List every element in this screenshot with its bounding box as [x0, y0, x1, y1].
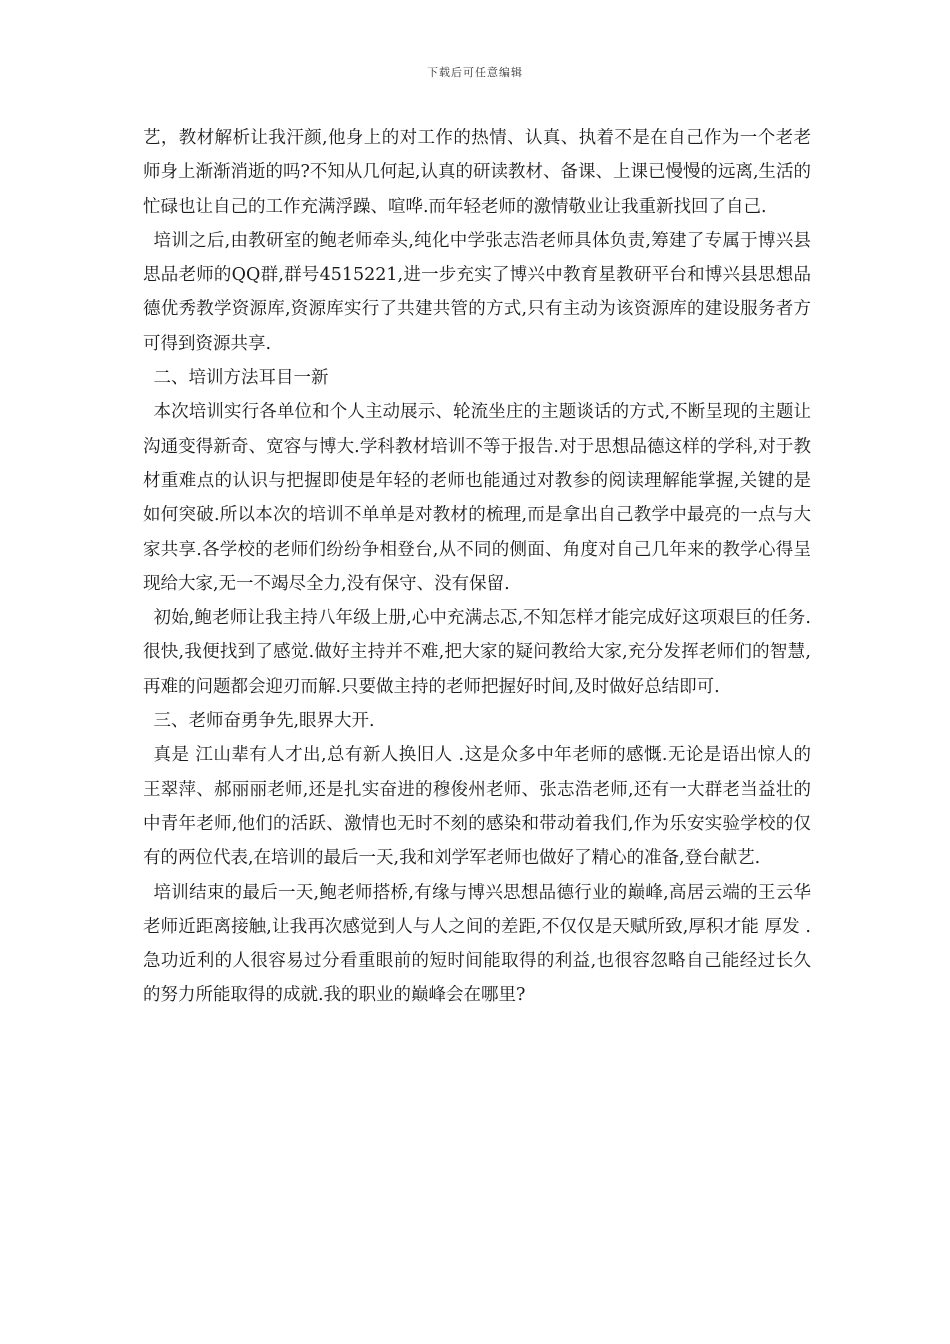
section-heading-2: 二、培训方法耳目一新: [153, 368, 329, 389]
document-body: [143, 121, 811, 1013]
section-heading-3: 三、老师奋勇争先,眼界大开.: [153, 711, 375, 732]
paragraph-training-after: 培训之后,由教研室的鲍老师牵头,纯化中学张志浩老师具体负责,筹建了专属于博兴县思品老师的QQ群,群号4515221,进一步充实了博兴中教育星教研平台和博兴县思想品德优秀教学资源库,资源库实行了共建共管的方式,只有主动为该资源库的建设服务者方可得到资源共享.: [143, 230, 811, 354]
paragraph-continuation: 艺，教材解析让我汗颜,他身上的对工作的热情、认真、执着不是在自己作为一个老老师身上渐渐消逝的吗?不知从几何起,认真的研读教材、备课、上课已慢慢的远离,生活的忙碌也让自己的工作充满浮躁、喧哗.而年轻老师的激情敬业让我重新找回了自己.: [143, 128, 812, 217]
page-header: 下载后可任意编辑: [427, 66, 523, 79]
paragraph-hosting: 初始,鲍老师让我主持八年级上册,心中充满忐忑,不知怎样才能完成好这项艰巨的任务.很快,我便找到了感觉.做好主持并不难,把大家的疑问教给大家,充分发挥老师们的智慧,再难的问题都会迎刃而解.只要做主持的老师把握好时间,及时做好总结即可.: [143, 608, 811, 697]
paragraph-last-day: 培训结束的最后一天,鲍老师搭桥,有缘与博兴思想品德行业的巅峰,高居云端的王云华老师近距离接触,让我再次感觉到人与人之间的差距,不仅仅是天赋所致,厚积才能 厚发 .急功近利的人很容易过分看重眼前的短时间能取得的利益,也很容忽略自己能经过长久的努力所能取得的成就.我的职业的巅峰会在哪里?: [143, 882, 811, 1006]
paragraph-training-method: 本次培训实行各单位和个人主动展示、轮流坐庄的主题谈话的方式,不断呈现的主题让沟通变得新奇、宽容与博大.学科教材培训不等于报告.对于思想品德这样的学科,对于教材重难点的认识与把握即使是年轻的老师也能通过对教参的阅读理解能掌握,关键的是如何突破.所以本次的培训不单单是对教材的梳理,而是拿出自己教学中最亮的一点与大家共享.各学校的老师们纷纷争相登台,从不同的侧面、角度对自己几年来的教学心得呈现给大家,无一不竭尽全力,没有保守、没有保留.: [143, 402, 811, 594]
paragraph-new-talents: 真是 江山辈有人才出,总有新人换旧人 .这是众多中年老师的感慨.无论是语出惊人的王翠萍、郝丽丽老师,还是扎实奋进的穆俊州老师、张志浩老师,还有一大群老当益壮的中青年老师,他们的活跃、激情也无时不刻的感染和带动着我们,作为乐安实验学校的仅有的两位代表,在培训的最后一天,我和刘学军老师也做好了精心的准备,登台献艺.: [143, 745, 811, 869]
